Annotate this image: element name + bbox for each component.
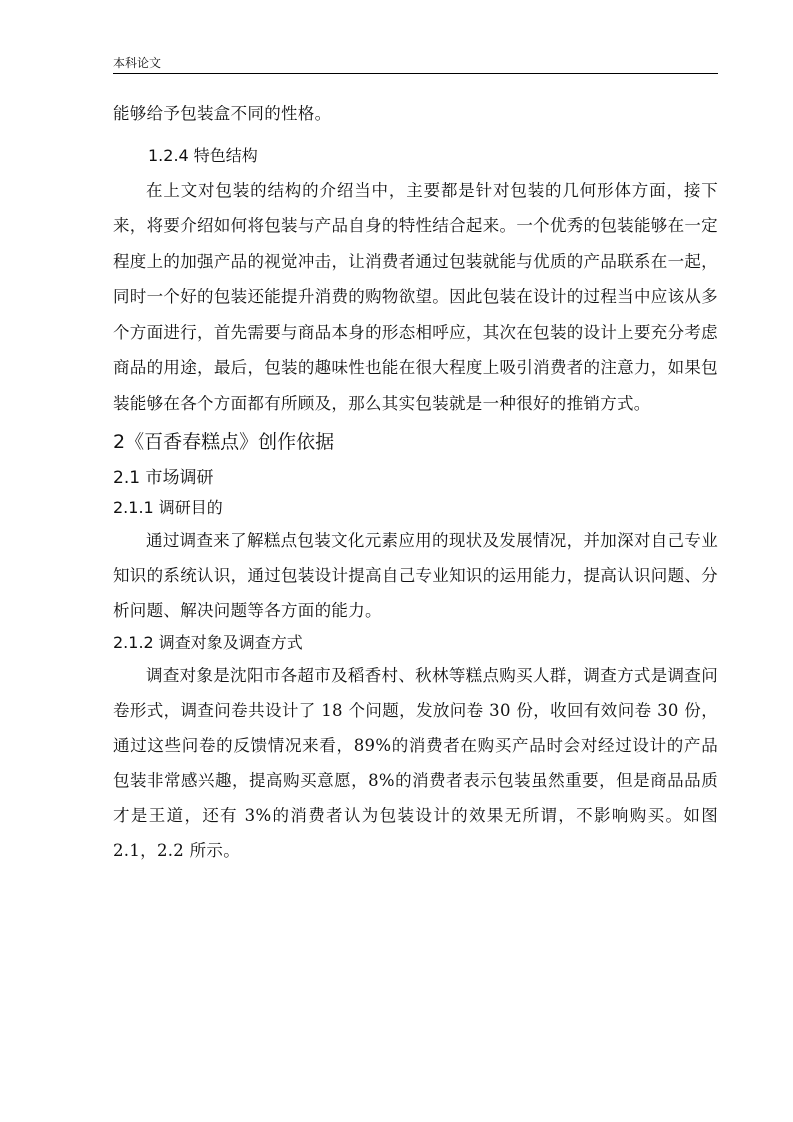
header-rule (113, 73, 718, 74)
continuation-line: 能够给予包装盒不同的性格。 (113, 104, 332, 123)
chapter-heading-2: 2《百香春糕点》创作依据 (113, 431, 335, 453)
running-header: 本科论文 (113, 56, 162, 70)
page-body (113, 96, 718, 868)
section-heading-1-2-4: 1.2.4 特色结构 (148, 145, 258, 165)
paragraph-2-1-2: 调查对象是沈阳市各超市及稻香村、秋林等糕点购买人群，调查方式是调查问卷形式，调查问卷共设计了 18 个问题，发放问卷 30 份，收回有效问卷 30 份，通过这些问卷的反馈情况来看，89%的消费者在购买产品时会对经过设计的产品包装非常感兴趣，提高购买意愿，8%的消费者表示包装虽然重要，但是商品品质才是王道，还有 3%的消费者认为包装设计的效果无所谓，不影响购买。如图 2.1，2.2 所示。 (113, 666, 718, 860)
section-heading-2-1: 2.1 市场调研 (113, 468, 214, 488)
section-heading-2-1-2: 2.1.2 调查对象及调查方式 (113, 633, 303, 652)
paragraph-1-2-4: 在上文对包装的结构的介绍当中，主要都是针对包装的几何形体方面，接下来，将要介绍如何将包装与产品自身的特性结合起来。一个优秀的包装能够在一定程度上的加强产品的视觉冲击，让消费者通过包装就能与优质的产品联系在一起，同时一个好的包装还能提升消费的购物欲望。因此包装在设计的过程当中应该从多个方面进行，首先需要与商品本身的形态相呼应，其次在包装的设计上要充分考虑商品的用途，最后，包装的趣味性也能在很大程度上吸引消费者的注意力，如果包装能够在各个方面都有所顾及，那么其实包装就是一种很好的推销方式。 (113, 180, 718, 413)
paragraph-2-1-1: 通过调查来了解糕点包装文化元素应用的现状及发展情况，并加深对自己专业知识的系统认识，通过包装设计提高自己专业知识的运用能力，提高认识问题、分析问题、解决问题等各方面的能力。 (113, 531, 718, 620)
section-heading-2-1-1: 2.1.1 调研目的 (113, 498, 223, 517)
